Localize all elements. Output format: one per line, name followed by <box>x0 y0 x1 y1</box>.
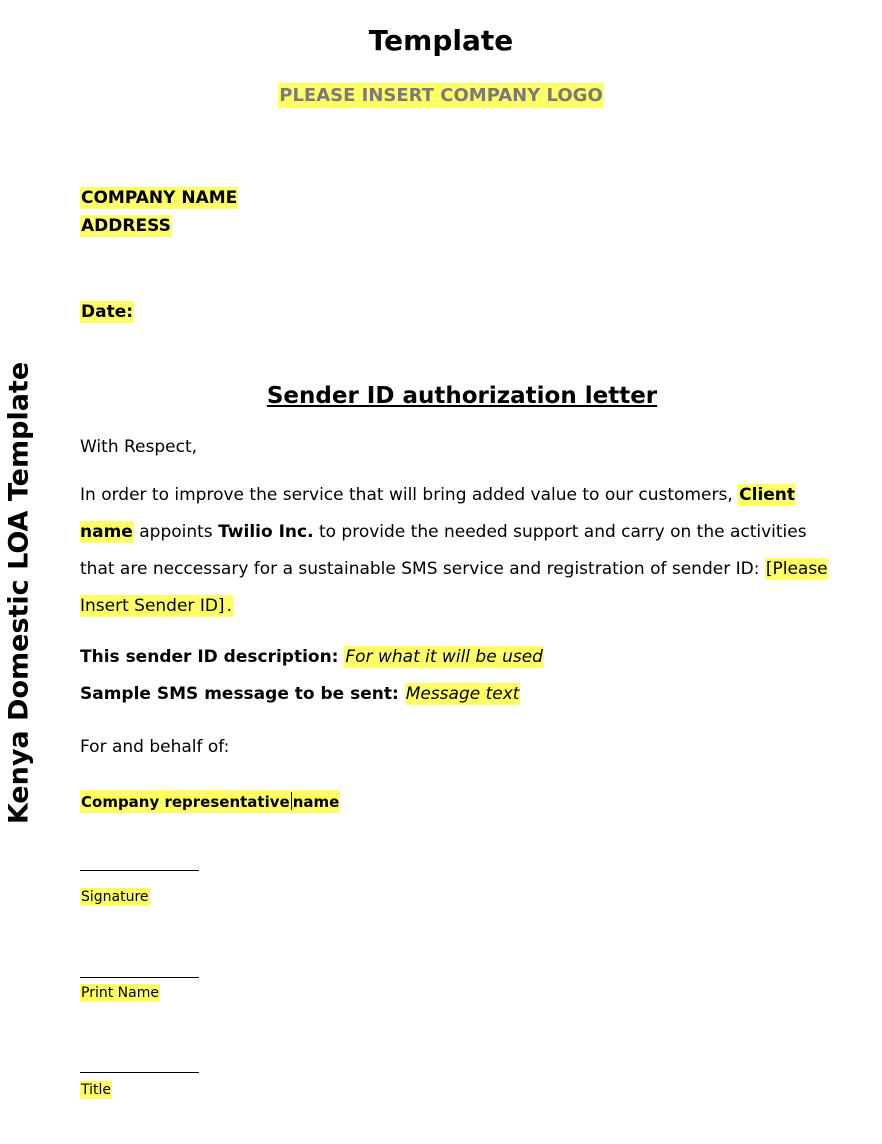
representative-name <box>80 790 340 813</box>
body-text-1: In order to improve the service that will bring added value to our customers, <box>80 485 739 505</box>
body-text-2: appoints <box>133 522 219 542</box>
behalf-text: For and behalf of: <box>80 737 230 757</box>
side-title: Kenya Domestic LOA Template <box>3 361 35 825</box>
sample-line <box>80 684 520 704</box>
rep-name-part1: Company representative <box>81 793 290 811</box>
greeting: With Respect, <box>80 437 198 457</box>
signature-line <box>80 870 199 871</box>
description-value: For what it will be used <box>345 647 543 667</box>
signature-label: Signature <box>81 889 149 905</box>
sample-label: Sample SMS message to be sent: <box>80 684 405 704</box>
body-text-3: to provide the needed support and carry on the activities that are neccessary for a sustainable SMS service and registration of sender ID: <box>80 522 807 579</box>
sender-id-placeholder: [Please Insert Sender ID] <box>80 559 828 616</box>
address-placeholder: ADDRESS <box>81 216 171 236</box>
title-label: Title <box>81 1082 112 1098</box>
letter-title: Sender ID authorization letter <box>266 383 658 409</box>
print-name-line <box>80 977 199 978</box>
sample-value: Message text <box>405 684 520 704</box>
title-line <box>80 1072 199 1073</box>
logo-placeholder: PLEASE INSERT COMPANY LOGO <box>279 85 603 106</box>
company-name-bold: Twilio Inc. <box>218 522 314 542</box>
description-label: This sender ID description: <box>80 647 345 667</box>
body-text-end: . <box>226 596 232 616</box>
date-label: Date: <box>81 302 134 322</box>
page-title: Template <box>368 24 514 57</box>
body-paragraph <box>80 477 845 625</box>
client-name-placeholder: Client name <box>80 485 796 542</box>
text-cursor <box>291 792 292 810</box>
logo-placeholder-container <box>0 85 882 106</box>
print-name-label: Print Name <box>81 985 159 1001</box>
description-line <box>80 647 544 667</box>
rep-name-part2: name <box>292 793 340 811</box>
company-name-placeholder: COMPANY NAME <box>81 188 238 208</box>
